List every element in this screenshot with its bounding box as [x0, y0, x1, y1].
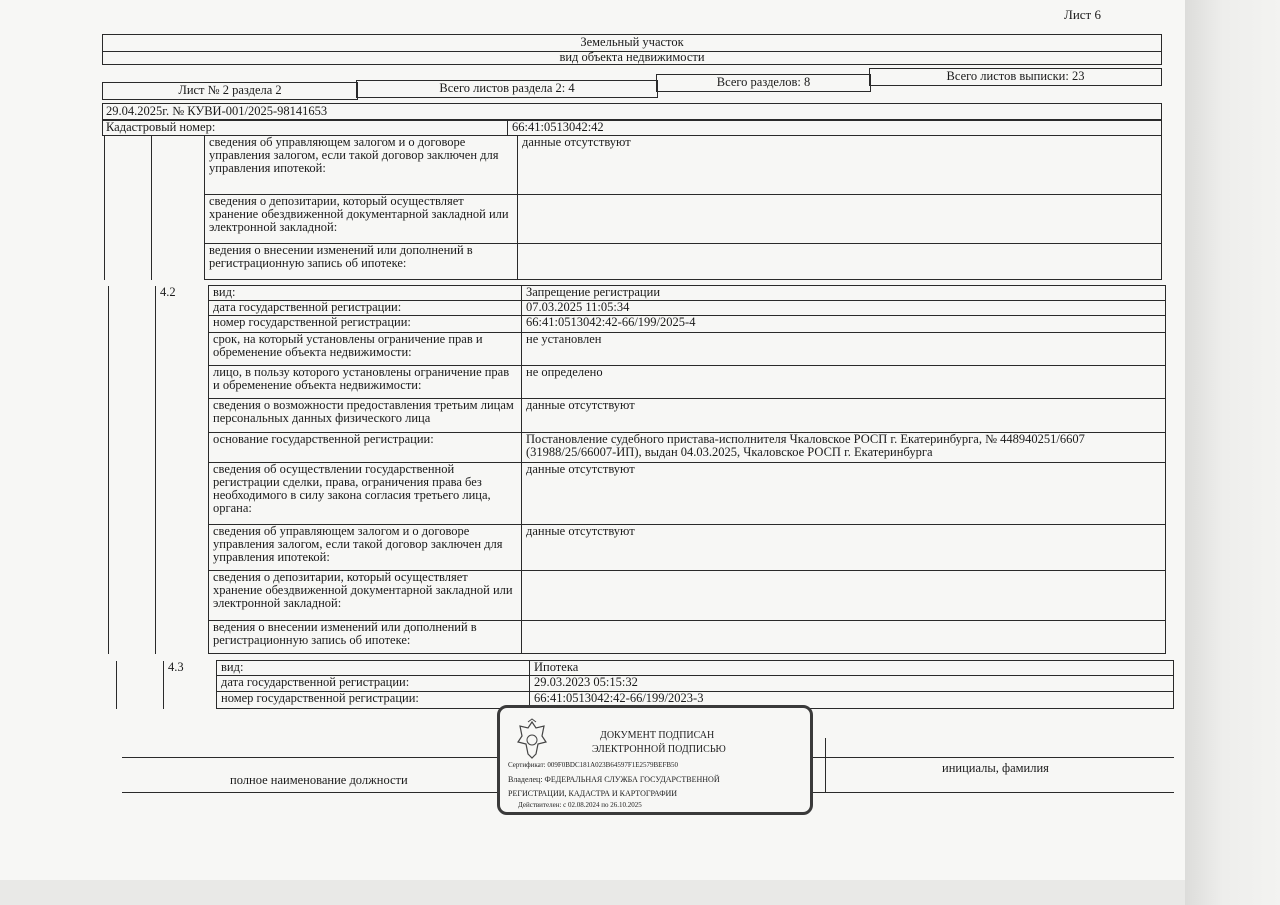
section-total-text: Всего листов раздела 2: 4: [439, 81, 575, 95]
table-row: [109, 621, 1166, 654]
row-label: сведения о возможности предоставления третьим лицам персональных данных физического лица: [209, 399, 522, 433]
table-row: [109, 286, 1166, 301]
table-row: [109, 399, 1166, 433]
table-row: [117, 676, 1174, 692]
stamp-owner: Владелец: ФЕДЕРАЛЬНАЯ СЛУЖБА ГОСУДАРСТВЕННОЙ РЕГИСТРАЦИИ, КАДАСТРА И КАРТОГРАФИИ: [508, 775, 720, 798]
electronic-signature-stamp: [497, 705, 813, 815]
position-caption: полное наименование должности: [230, 773, 408, 787]
row-label: сведения об управляющем залогом и о договоре управления залогом, если такой договор заключен для управления ипотекой:: [209, 525, 522, 571]
row-label: дата государственной регистрации:: [217, 676, 530, 692]
table-row: [109, 301, 1166, 316]
encumbrance-table-4-3: [116, 660, 1174, 709]
row-value: Запрещение регистрации: [522, 286, 1166, 301]
row-value: Постановление судебного пристава-исполнителя Чкаловское РОСП г. Екатеринбурга, № 448940251/6607 (31988/25/66007-ИП), выдан 04.03.2025, Чкаловское РОСП г. Екатеринбурга: [522, 433, 1166, 463]
row-value: данные отсутствуют: [522, 463, 1166, 525]
table-row: [109, 433, 1166, 463]
date-number-text: 29.04.2025г. № КУВИ-001/2025-98141653: [106, 104, 328, 118]
row-value: 66:41:0513042:42-66/199/2025-4: [522, 316, 1166, 333]
row-label: сведения об управляющем залогом и о договоре управления залогом, если такой договор заключен для управления ипотекой:: [205, 136, 518, 195]
table-row: [109, 525, 1166, 571]
table-row: [105, 244, 1162, 280]
signature-divider: [825, 738, 826, 792]
row-value: данные отсутствуют: [522, 399, 1166, 433]
sections-total-cell: [656, 74, 871, 92]
coat-of-arms-icon: [514, 718, 550, 760]
row-label: номер государственной регистрации:: [217, 692, 530, 709]
table-row: [109, 366, 1166, 399]
table-row: [109, 463, 1166, 525]
row-value: 07.03.2025 11:05:34: [522, 301, 1166, 316]
cadastral-value: 66:41:0513042:42: [507, 120, 604, 135]
table-row: [105, 136, 1162, 195]
row-label: вид:: [217, 661, 530, 676]
row-label: номер государственной регистрации:: [209, 316, 522, 333]
initials-caption: инициалы, фамилия: [942, 761, 1049, 775]
sheet-number: Лист 6: [1064, 7, 1101, 22]
table-row: [109, 571, 1166, 621]
row-value: данные отсутствуют: [518, 136, 1162, 195]
row-value: [522, 571, 1166, 621]
row-label: сведения о депозитарии, который осуществляет хранение обездвиженной документарной закладной или электронной закладной:: [205, 195, 518, 244]
item-number: 4.3: [164, 661, 217, 709]
stamp-validity: Действителен: с 02.08.2024 по 26.10.2025: [518, 801, 642, 809]
extract-total-text: Всего листов выписки: 23: [946, 69, 1085, 83]
table-row: [109, 316, 1166, 333]
section-total-cell: [356, 80, 658, 98]
encumbrance-table-top: [104, 135, 1162, 280]
row-label: сведения о депозитарии, который осуществляет хранение обездвиженной документарной закладной или электронной закладной:: [209, 571, 522, 621]
row-value: 66:41:0513042:42-66/199/2023-3: [530, 692, 1174, 709]
table-row: [105, 195, 1162, 244]
row-value: не установлен: [522, 333, 1166, 366]
row-value: [518, 244, 1162, 280]
sections-total-text: Всего разделов: 8: [716, 75, 811, 89]
extract-total-cell: [869, 68, 1162, 86]
row-value: [518, 195, 1162, 244]
cadastral-label: Кадастровый номер:: [106, 120, 216, 134]
item-number: 4.2: [156, 286, 209, 654]
row-label: лицо, в пользу которого установлены ограничение прав и обременение объекта недвижимости:: [209, 366, 522, 399]
row-label: дата государственной регистрации:: [209, 301, 522, 316]
stamp-subtitle: ЭЛЕКТРОННОЙ ПОДПИСЬЮ: [592, 744, 726, 755]
object-kind-caption: [102, 50, 1162, 65]
row-value: данные отсутствуют: [522, 525, 1166, 571]
row-label: сведения об осуществлении государственной регистрации сделки, права, ограничения права без необходимого в силу закона согласия третьего лица, органа:: [209, 463, 522, 525]
table-row: [117, 661, 1174, 676]
row-label: ведения о внесении изменений или дополнений в регистрационную запись об ипотеке:: [209, 621, 522, 654]
object-kind-caption-text: вид объекта недвижимости: [559, 50, 705, 64]
row-label: срок, на который установлены ограничение прав и обременение объекта недвижимости:: [209, 333, 522, 366]
stamp-certificate: Сертификат: 009F0BDC181A023B64597F1E2579BEFB50: [508, 761, 679, 769]
row-value: 29.03.2023 05:15:32: [530, 676, 1174, 692]
row-value: Ипотека: [530, 661, 1174, 676]
cadastral-row: [102, 119, 1162, 136]
scan-edge: [1185, 0, 1280, 905]
row-label: вид:: [209, 286, 522, 301]
row-label: ведения о внесении изменений или дополнений в регистрационную запись об ипотеке:: [205, 244, 518, 280]
section-sheet-cell: [102, 82, 358, 100]
row-value: не определено: [522, 366, 1166, 399]
table-row: [109, 333, 1166, 366]
encumbrance-table-4-2: [108, 285, 1166, 654]
row-value: [522, 621, 1166, 654]
section-sheet-text: Лист № 2 раздела 2: [178, 83, 282, 97]
row-label: основание государственной регистрации:: [209, 433, 522, 463]
object-kind-text: Земельный участок: [580, 35, 684, 49]
stamp-title: ДОКУМЕНТ ПОДПИСАН: [600, 730, 715, 741]
